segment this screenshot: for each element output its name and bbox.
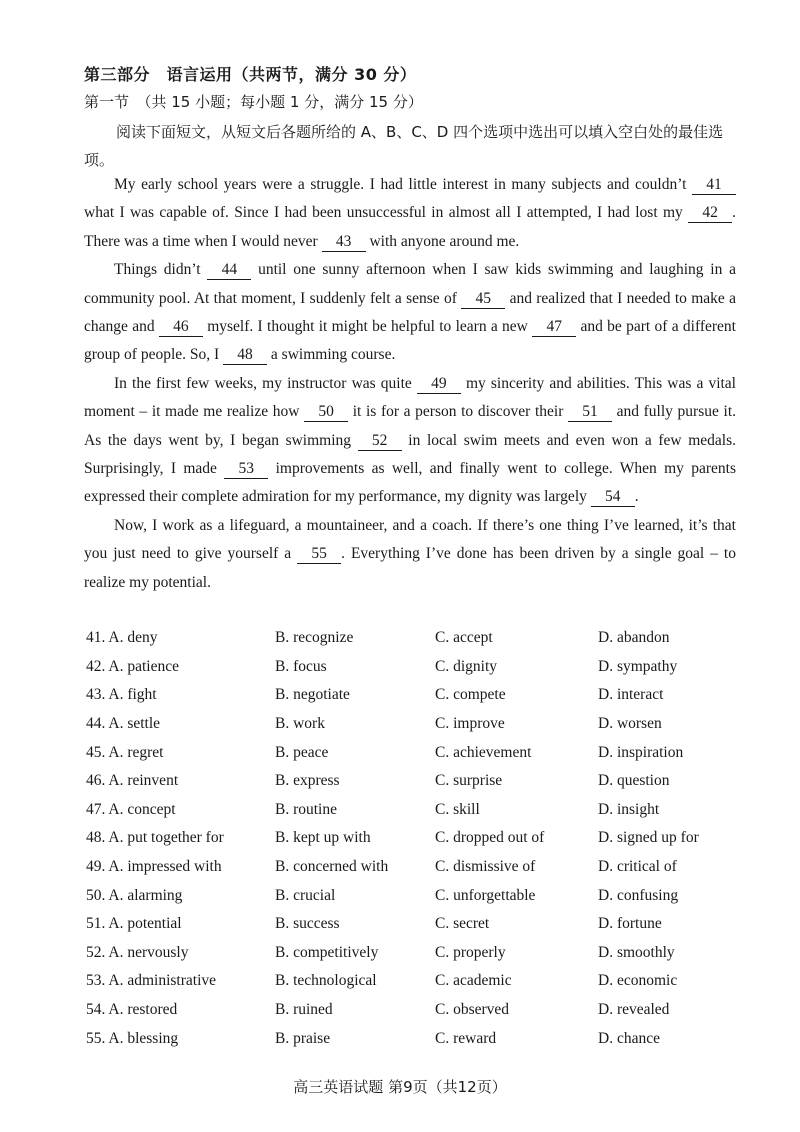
question-41-options — [86, 624, 746, 653]
option-d: D. question — [598, 772, 670, 790]
option-a: 45. A. regret — [86, 743, 164, 761]
passage-text: and be part of a different group of people. So, I — [84, 318, 736, 364]
passage-text: My early school years were a struggle. I had little interest in many subjects and couldn’t — [114, 176, 692, 193]
blank-42: 42 — [688, 204, 732, 223]
passage-text: . There was a time when I would never — [84, 204, 736, 250]
blank-41: 41 — [692, 176, 736, 195]
option-b: B. success — [275, 915, 340, 933]
option-b: B. praise — [275, 1029, 331, 1047]
option-a: 55. A. blessing — [86, 1029, 179, 1047]
option-a: 41. A. deny — [86, 629, 158, 647]
option-a: 54. A. restored — [86, 1001, 178, 1019]
question-47-options — [86, 796, 746, 825]
option-b: B. competitively — [275, 943, 379, 961]
option-a: 43. A. fight — [86, 686, 157, 704]
option-c: C. academic — [435, 972, 512, 990]
subsection-heading: 第一节 （共 15 小题；每小题 1 分，满分 15 分） — [84, 93, 423, 111]
paragraph-4 — [84, 512, 736, 597]
option-c: C. improve — [435, 715, 505, 733]
blank-53: 53 — [224, 460, 268, 479]
question-50-options — [86, 881, 746, 910]
option-b: B. focus — [275, 657, 327, 675]
option-a: 46. A. reinvent — [86, 772, 179, 790]
option-c: C. unforgettable — [435, 886, 536, 904]
option-b: B. routine — [275, 800, 337, 818]
option-b: B. technological — [275, 972, 377, 990]
blank-46: 46 — [159, 318, 203, 337]
option-d: D. worsen — [598, 715, 662, 733]
passage-text: In the first few weeks, my instructor was quite — [114, 374, 417, 392]
option-c: C. dismissive of — [435, 858, 536, 876]
option-a: 47. A. concept — [86, 800, 176, 818]
question-52-options — [86, 939, 746, 968]
option-c: C. dropped out of — [435, 829, 545, 847]
option-d: D. fortune — [598, 915, 662, 933]
question-51-options — [86, 910, 746, 939]
option-c: C. compete — [435, 686, 506, 704]
option-c: C. surprise — [435, 772, 503, 790]
option-d: D. chance — [598, 1029, 660, 1047]
blank-47: 47 — [532, 318, 576, 337]
question-54-options — [86, 996, 746, 1025]
passage-text: . Everything I’ve done has been driven by a single goal – to realize my potential. — [84, 545, 736, 591]
blank-52: 52 — [358, 432, 402, 451]
blank-55: 55 — [297, 545, 341, 564]
question-44-options — [86, 710, 746, 739]
option-b: B. express — [275, 772, 340, 790]
passage-text: in local swim meets and even won a few medals. Surprisingly, I made — [84, 431, 736, 478]
passage-text: with anyone around me. — [365, 232, 520, 250]
option-a: 51. A. potential — [86, 915, 182, 933]
passage-text: myself. I thought it might be helpful to learn a new — [202, 318, 533, 336]
blank-50: 50 — [304, 403, 348, 422]
blank-43: 43 — [322, 233, 366, 252]
option-d: D. confusing — [598, 886, 679, 904]
option-b: B. recognize — [275, 629, 354, 647]
option-d: D. economic — [598, 972, 678, 990]
question-53-options — [86, 967, 746, 996]
passage-text: improvements as well, and finally went to college. When my parents expressed their complete admiration for my performance, my dignity was largely — [84, 460, 736, 506]
option-b: B. work — [275, 715, 325, 733]
option-c: C. secret — [435, 915, 490, 933]
passage-text: Things didn’t — [114, 261, 208, 279]
option-b: B. concerned with — [275, 858, 389, 876]
passage-text: until one sunny afternoon when I saw kids swimming and laughing in a community pool. At that moment, I suddenly felt a sense of — [84, 261, 736, 307]
question-48-options — [86, 824, 746, 853]
option-a: 48. A. put together for — [86, 829, 224, 847]
passage-text: and fully pursue it. As the days went by, I began swimming — [84, 403, 736, 449]
passage-text: my sincerity and abilities. This was a vital moment – it made me realize how — [84, 374, 736, 421]
option-d: D. sympathy — [598, 657, 678, 675]
option-c: C. achievement — [435, 743, 532, 761]
option-b: B. crucial — [275, 886, 336, 904]
option-b: B. kept up with — [275, 829, 371, 847]
option-a: 44. A. settle — [86, 715, 161, 733]
question-45-options — [86, 738, 746, 767]
question-55-options — [86, 1024, 746, 1053]
passage-text: it is for a person to discover their — [348, 403, 568, 421]
option-c: C. accept — [435, 629, 493, 647]
section-heading: 第三部分 语言运用（共两节，满分 30 分） — [84, 65, 417, 84]
option-c: C. dignity — [435, 657, 498, 675]
passage-text: . — [634, 488, 639, 506]
option-c: C. observed — [435, 1001, 510, 1019]
option-a: 52. A. nervously — [86, 943, 189, 961]
passage-text: a swimming course. — [267, 346, 396, 364]
instructions: 阅读下面短文，从短文后各题所给的 A、B、C、D 四个选项中选出可以填入空白处的最佳选项。 — [84, 123, 724, 169]
blank-45: 45 — [461, 290, 505, 309]
question-42-options — [86, 653, 746, 682]
blank-44: 44 — [207, 261, 251, 280]
option-d: D. abandon — [598, 629, 670, 647]
passage-text: Now, I work as a lifeguard, a mountaineer, and a coach. If there’s one thing I’ve learned, it’s that you just need to give yourself a — [84, 516, 736, 563]
option-a: 50. A. alarming — [86, 886, 183, 904]
paragraph-2 — [84, 256, 736, 370]
blank-51: 51 — [568, 403, 612, 422]
option-c: C. properly — [435, 943, 506, 961]
paragraph-3 — [84, 370, 736, 512]
cloze-passage — [84, 171, 736, 597]
option-d: D. inspiration — [598, 743, 684, 761]
option-b: B. peace — [275, 743, 329, 761]
blank-48: 48 — [223, 346, 267, 365]
option-d: D. critical of — [598, 858, 677, 876]
page-footer: 高三英语试题 第9页（共12页） — [293, 1078, 507, 1096]
question-49-options — [86, 853, 746, 882]
blank-54: 54 — [591, 488, 635, 507]
option-b: B. ruined — [275, 1001, 333, 1019]
option-a: 42. A. patience — [86, 657, 179, 675]
option-c: C. reward — [435, 1029, 497, 1047]
question-43-options — [86, 681, 746, 710]
question-46-options — [86, 767, 746, 796]
option-d: D. interact — [598, 686, 664, 704]
blank-49: 49 — [417, 375, 461, 394]
passage-text: and realized that I needed to make a change and — [84, 289, 737, 336]
option-c: C. skill — [435, 800, 480, 818]
option-d: D. smoothly — [598, 943, 675, 961]
paragraph-1 — [84, 171, 736, 256]
answer-options — [86, 624, 746, 1053]
option-b: B. negotiate — [275, 686, 350, 704]
option-d: D. signed up for — [598, 829, 699, 847]
option-a: 53. A. administrative — [86, 972, 217, 990]
option-d: D. insight — [598, 800, 660, 818]
option-a: 49. A. impressed with — [86, 858, 222, 876]
option-d: D. revealed — [598, 1001, 670, 1019]
passage-text: what I was capable of. Since I had been unsuccessful in almost all I attempted, I had lost my — [84, 204, 689, 222]
